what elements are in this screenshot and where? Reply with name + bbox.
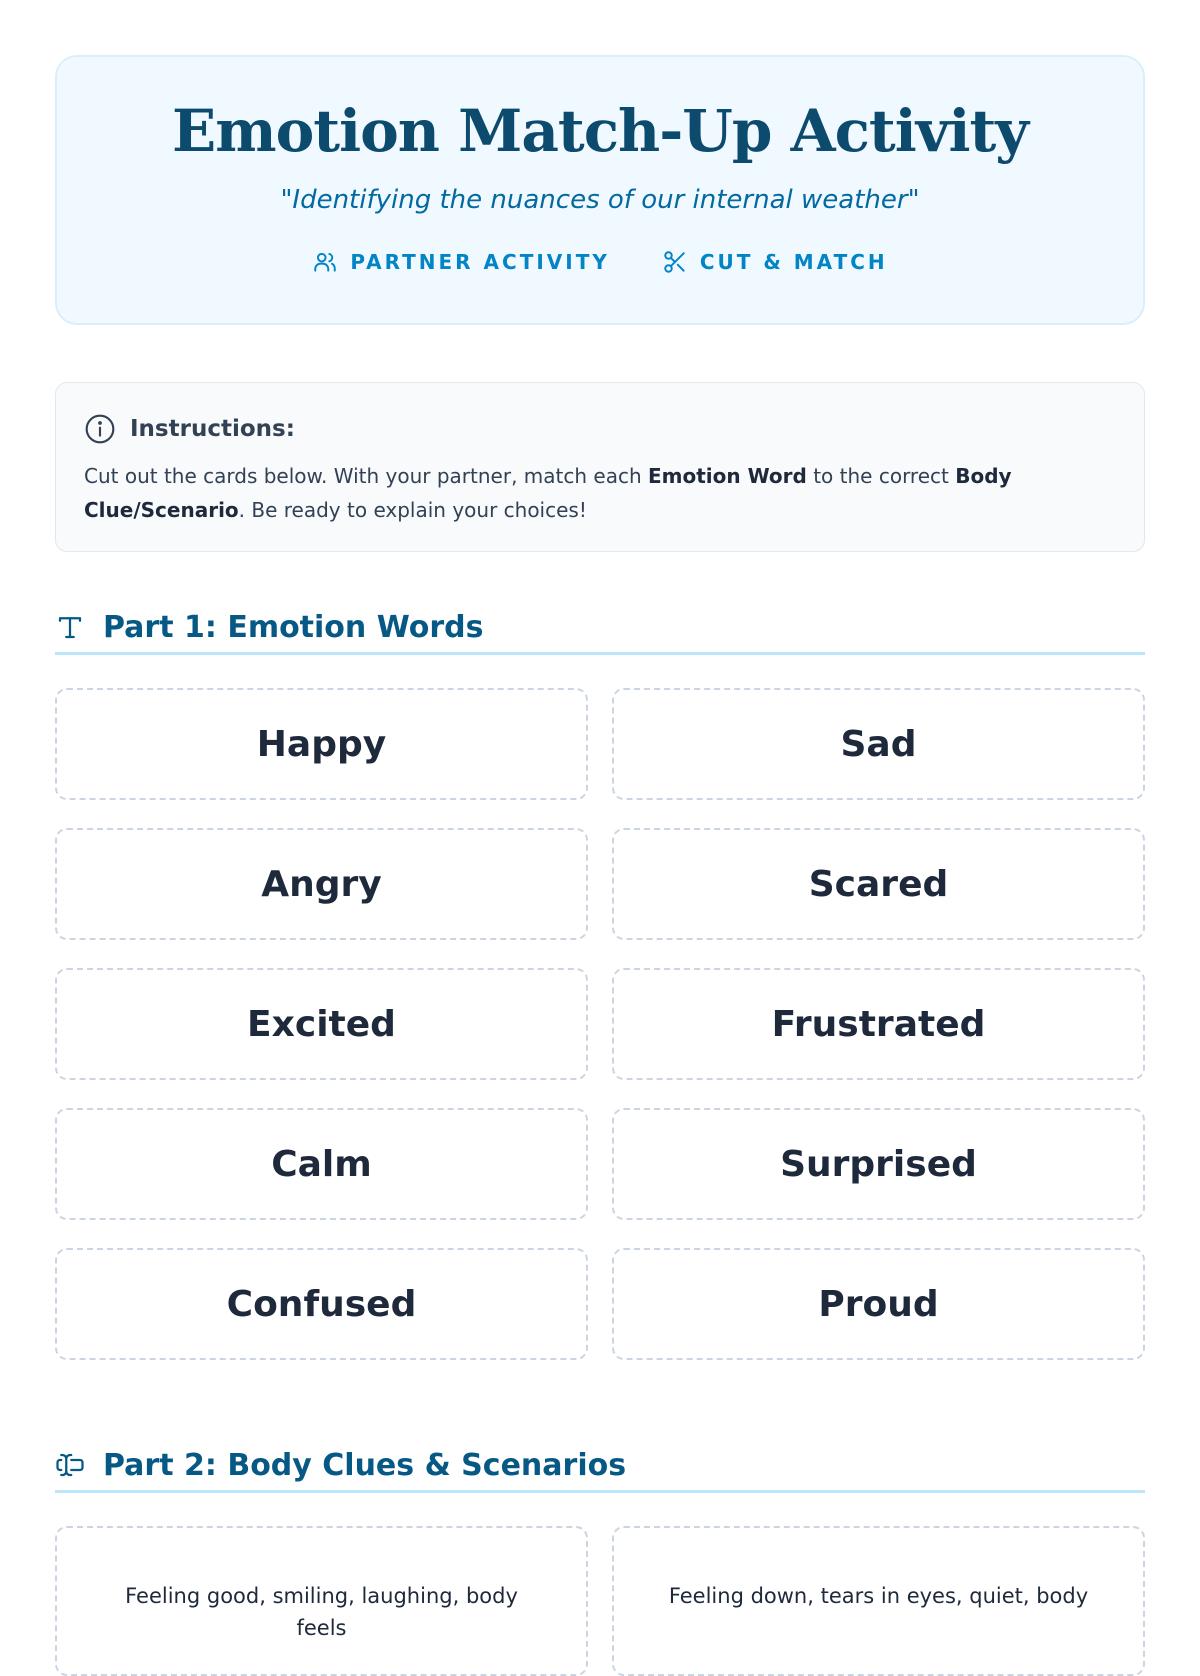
emotion-word-cards <box>55 688 1145 1360</box>
emotion-card: Angry <box>55 828 588 940</box>
instructions-text-part: . Be ready to explain your choices! <box>238 498 587 522</box>
clue-card: Feeling down, tears in eyes, quiet, body <box>612 1526 1145 1676</box>
instructions-heading-text: Instructions: <box>130 416 295 442</box>
scissors-icon <box>662 249 688 275</box>
activity-badges <box>57 249 1143 275</box>
body-clue-cards <box>55 1526 1145 1676</box>
emotion-card: Proud <box>612 1248 1145 1360</box>
emotion-card: Sad <box>612 688 1145 800</box>
page-subtitle: "Identifying the nuances of our internal weather" <box>280 185 920 215</box>
text-type-icon <box>55 612 85 642</box>
instructions-text-part: Cut out the cards below. With your partner, match each <box>84 464 648 488</box>
emotion-card: Frustrated <box>612 968 1145 1080</box>
header-card <box>55 55 1145 325</box>
badge-label: PARTNER ACTIVITY <box>350 250 610 274</box>
info-icon <box>84 413 116 445</box>
part2-title: Part 2: Body Clues & Scenarios <box>103 1447 627 1483</box>
clue-card: Feeling good, smiling, laughing, body feels <box>55 1526 588 1676</box>
instructions-text <box>84 459 1116 527</box>
instructions-text-part: to the correct <box>806 464 956 488</box>
badge-cut-match <box>662 249 888 275</box>
part1-header <box>55 602 1145 655</box>
badge-partner-activity <box>312 249 610 275</box>
instructions-box <box>55 382 1145 552</box>
part2-header <box>55 1440 1145 1493</box>
emotion-card: Scared <box>612 828 1145 940</box>
text-cursor-input-icon <box>55 1450 85 1480</box>
instructions-emphasis: Body Clue/Scenario <box>84 464 1012 522</box>
emotion-card: Calm <box>55 1108 588 1220</box>
page-title: Emotion Match-Up Activity <box>172 97 1028 165</box>
part1-title: Part 1: Emotion Words <box>103 609 484 645</box>
instructions-emphasis: Emotion Word <box>647 464 807 488</box>
badge-label: CUT & MATCH <box>699 250 888 274</box>
emotion-card: Surprised <box>612 1108 1145 1220</box>
instructions-heading <box>84 413 1116 445</box>
users-icon <box>312 249 338 275</box>
emotion-card: Confused <box>55 1248 588 1360</box>
emotion-card: Excited <box>55 968 588 1080</box>
emotion-card: Happy <box>55 688 588 800</box>
